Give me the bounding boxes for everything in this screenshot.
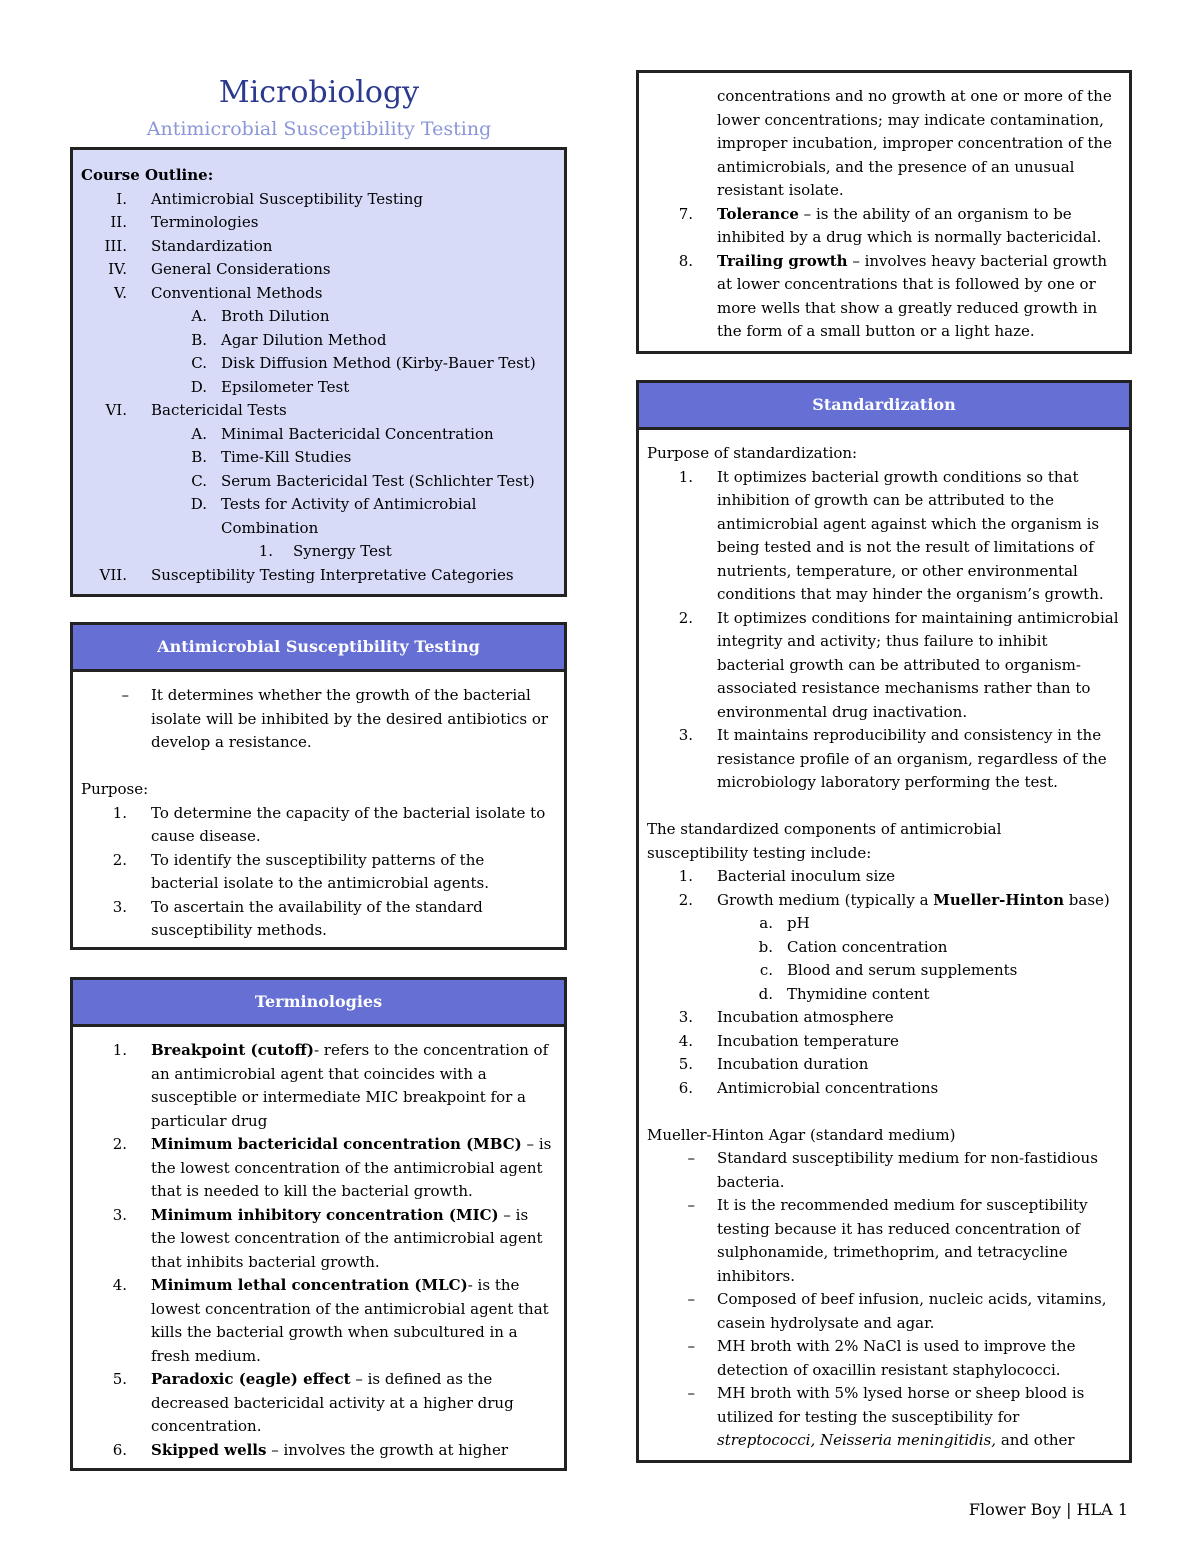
terminologies-section-title: Terminologies xyxy=(73,980,564,1027)
page-footer: Flower Boy | HLA 1 xyxy=(968,1500,1128,1519)
std-subcomponent-item: c. Blood and serum supplements xyxy=(759,961,1018,979)
std-purpose-item: 3. It maintains reproducibility and consistency in the resistance profile of an organism, regardless of the microbiology laboratory performing the test. xyxy=(678,726,1107,791)
outline-item: VI. Bactericidal Tests xyxy=(105,401,287,419)
ast-purpose-label: Purpose: xyxy=(81,780,149,798)
mh-item: – Composed of beef infusion, nucleic acids, vitamins, casein hydrolysate and agar. xyxy=(687,1290,1107,1332)
outline-heading: Course Outline: xyxy=(81,166,214,184)
mh-label: Mueller-Hinton Agar (standard medium) xyxy=(647,1125,956,1144)
outline-subitem: B. Time-Kill Studies xyxy=(191,448,352,466)
mh-item: – MH broth with 2% NaCl is used to improve the detection of oxacillin resistant staphylococci. xyxy=(687,1337,1076,1379)
std-subcomponent-item: b. Cation concentration xyxy=(758,937,948,956)
ast-purpose-item: 1. To determine the capacity of the bacterial isolate to cause disease. xyxy=(112,803,546,845)
term-item: 1. Breakpoint (cutoff)- refers to the concentration of an antimicrobial agent that coincides with a susceptible or intermediate MIC breakpoint for a particular drug xyxy=(112,1041,549,1130)
outline-item: IV. General Considerations xyxy=(108,260,331,278)
std-component-item: 1. Bacterial inoculum size xyxy=(678,867,896,885)
outline-subitem: D. Epsilometer Test xyxy=(190,377,350,396)
term-item: 6. Skipped wells – involves the growth at higher xyxy=(112,1440,509,1459)
std-component-item: 6. Antimicrobial concentrations xyxy=(678,1078,939,1097)
mh-item: – Standard susceptibility medium for non-fastidious bacteria. xyxy=(687,1149,1098,1191)
term-item: 4. Minimum lethal concentration (MLC)- is the lowest concentration of the antimicrobial agent that kills the bacterial growth when subcultured in a fresh medium. xyxy=(112,1276,549,1365)
outline-item: VII. Susceptibility Testing Interpretative Categories xyxy=(99,565,514,584)
ast-section-title: Antimicrobial Susceptibility Testing xyxy=(73,625,564,672)
page-subtitle: Antimicrobial Susceptibility Testing xyxy=(146,118,492,140)
outline-subitem: D. Tests for Activity of Antimicrobial Combination xyxy=(190,495,477,537)
outline-subitem: C. Disk Diffusion Method (Kirby-Bauer Test) xyxy=(191,354,536,372)
term-item: 2. Minimum bactericidal concentration (MBC) – is the lowest concentration of the antimicrobial agent that is needed to kill the bacterial growth. xyxy=(112,1135,552,1200)
outline-subitem: A. Minimal Bactericidal Concentration xyxy=(191,424,494,443)
course-outline-box xyxy=(70,147,567,597)
std-subcomponent-item: d. Thymidine content xyxy=(758,984,930,1003)
outline-item: V. Conventional Methods xyxy=(114,283,323,302)
std-component-item: 4. Incubation temperature xyxy=(678,1031,899,1050)
std-purpose-item: 1. It optimizes bacterial growth conditions so that inhibition of growth can be attributed to the antimicrobial agent against which the organism is being tested and is not the result of limitations of nutrients, temperature, or other environmental conditions that may hinder the organism’s growth. xyxy=(678,467,1104,603)
std-purpose-label: Purpose of standardization: xyxy=(647,444,858,462)
outline-subitem: B. Agar Dilution Method xyxy=(191,330,387,349)
std-purpose-item: 2. It optimizes conditions for maintaining antimicrobial integrity and activity; thus failure to inhibit bacterial growth can be attributed to organism-associated resistance mechanisms rather than to environmental drug inactivation. xyxy=(678,608,1119,721)
term-item: 8. Trailing growth – involves heavy bacterial growth at lower concentrations that is followed by one or more wells that show a greatly reduced growth in the form of a small button or a light haze. xyxy=(678,251,1108,340)
ast-section xyxy=(70,622,567,950)
standardization-section xyxy=(636,380,1132,1463)
term-item-continued: concentrations and no growth at one or more of the lower concentrations; may indicate contamination, improper incubation, improper concentration of the antimicrobials, and the presence of an unusual resistant isolate. xyxy=(717,87,1112,199)
standardization-section-title: Standardization xyxy=(639,383,1129,430)
term-item: 5. Paradoxic (eagle) effect – is defined as the decreased bactericidal activity at a higher drug concentration. xyxy=(112,1370,514,1435)
ast-definition: – It determines whether the growth of the bacterial isolate will be inhibited by the desired antibiotics or develop a resistance. xyxy=(121,686,549,751)
std-subcomponent-item: a. pH xyxy=(759,914,810,932)
outline-item: I. Antimicrobial Susceptibility Testing xyxy=(116,189,423,208)
ast-purpose-item: 3. To ascertain the availability of the standard susceptibility methods. xyxy=(112,897,483,939)
std-component-item: 5. Incubation duration xyxy=(678,1055,869,1073)
mh-item: – It is the recommended medium for susceptibility testing because it has reduced concentration of sulphonamide, trimethoprim, and tetracycline inhibitors. xyxy=(687,1196,1088,1285)
page-title: Microbiology xyxy=(218,75,420,110)
term-item: 3. Minimum inhibitory concentration (MIC) – is the lowest concentration of the antimicrobial agent that inhibits bacterial growth. xyxy=(112,1205,543,1271)
mh-item: – MH broth with 5% lysed horse or sheep blood is utilized for testing the susceptibility for streptococci, Neisseria meningitidis, and other xyxy=(687,1384,1085,1449)
std-component-item: 2. Growth medium (typically a Mueller-Hinton base) xyxy=(678,890,1110,909)
ast-purpose-item: 2. To identify the susceptibility patterns of the bacterial isolate to the antimicrobial agents. xyxy=(112,850,489,892)
outline-subitem: A. Broth Dilution xyxy=(191,307,330,325)
outline-item: II. Terminologies xyxy=(110,213,259,231)
std-component-item: 3. Incubation atmosphere xyxy=(678,1008,894,1026)
outline-item: III. Standardization xyxy=(104,236,273,255)
terminologies-continued xyxy=(636,70,1132,354)
outline-subitem: C. Serum Bactericidal Test (Schlichter Test) xyxy=(191,471,535,490)
terminologies-section xyxy=(70,977,567,1471)
outline-subsubitem: 1. Synergy Test xyxy=(258,542,392,560)
term-item: 7. Tolerance – is the ability of an organism to be inhibited by a drug which is normally bactericidal. xyxy=(678,204,1102,246)
std-components-label: The standardized components of antimicrobial susceptibility testing include: xyxy=(647,820,1002,862)
